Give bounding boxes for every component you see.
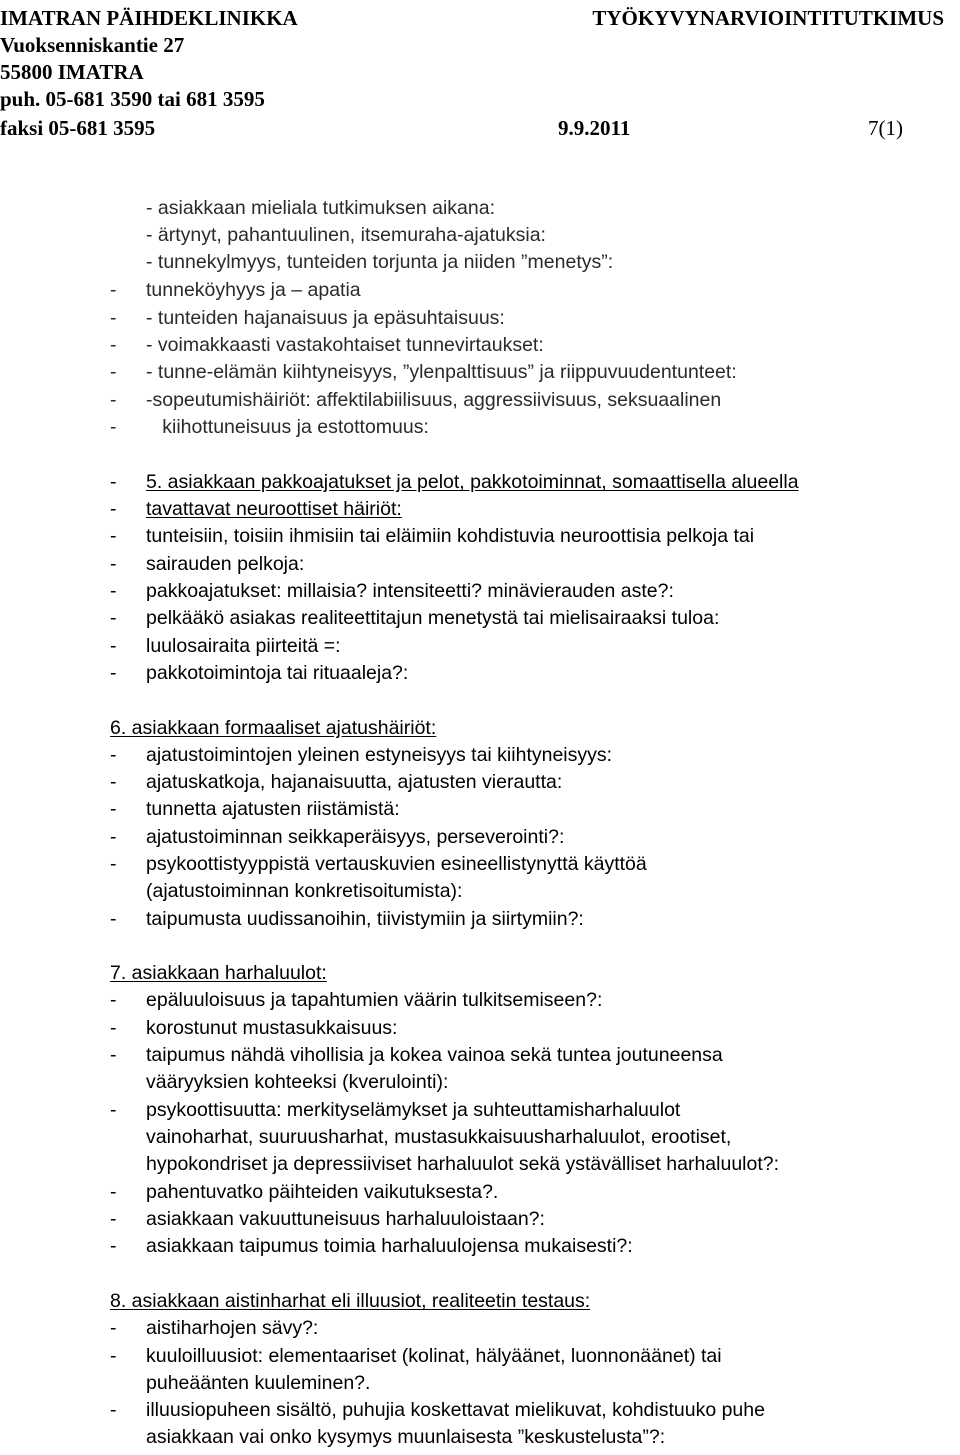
- item-text: - tunnekylmyys, tunteiden torjunta ja niiden ”menetys”:: [146, 251, 614, 273]
- list-dash: -: [110, 744, 117, 766]
- list-dash: -: [110, 498, 117, 520]
- list-dash: -: [110, 1345, 117, 1367]
- section-8-title: 8. asiakkaan aistinharhat eli illuusiot, realiteetin testaus:: [110, 1290, 591, 1312]
- item-text: tunnetta ajatusten riistämistä:: [146, 798, 400, 820]
- item-text: -sopeutumishäiriöt: affektilabiilisuus, aggressiivisuus, seksuaalinen: [146, 389, 722, 411]
- postal-address: 55800 IMATRA: [0, 60, 144, 84]
- item-text: asiakkaan taipumus toimia harhaluulojensa mukaisesti?:: [146, 1235, 633, 1257]
- item-text: tunteisiin, toisiin ihmisiin tai eläimiin kohdistuvia neuroottisia pelkoja tai: [146, 525, 755, 547]
- section-heading: [110, 716, 436, 740]
- section-7-title: 7. asiakkaan harhaluulot:: [110, 962, 327, 984]
- document-title: TYÖKYVYNARVIOINTITUTKIMUS: [592, 6, 944, 30]
- list-dash: -: [110, 1235, 117, 1257]
- document-date: 9.9.2011: [558, 116, 631, 140]
- item-text: taipumus nähdä vihollisia ja kokea vainoa sekä tuntea joutuneensa: [146, 1044, 723, 1066]
- item-text: korostunut mustasukkaisuus:: [146, 1017, 398, 1039]
- item-text: - tunne-elämän kiihtyneisyys, ”ylenpalttisuus” ja riippuvuudentunteet:: [146, 361, 737, 383]
- item-text: (ajatustoiminnan konkretisoitumista):: [146, 880, 463, 902]
- list-dash: -: [110, 662, 117, 684]
- item-text: sairauden pelkoja:: [146, 553, 305, 575]
- item-text: pahentuvatko päihteiden vaikutuksesta?.: [146, 1181, 499, 1203]
- section-6-title: 6. asiakkaan formaaliset ajatushäiriöt:: [110, 717, 437, 739]
- item-text: tunneköyhyys ja – apatia: [146, 279, 361, 301]
- item-text: asiakkaan vai onko kysymys muunlaisesta ”keskustelusta”?:: [146, 1426, 666, 1448]
- item-text: - asiakkaan mieliala tutkimuksen aikana:: [146, 197, 496, 219]
- item-text: kiihottuneisuus ja estottomuus:: [146, 416, 429, 438]
- item-text: puheäänten kuuleminen?.: [146, 1372, 371, 1394]
- item-text: ajatuskatkoja, hajanaisuutta, ajatusten vierautta:: [146, 771, 563, 793]
- list-dash: -: [110, 1099, 117, 1121]
- list-item-continuation: [146, 1152, 779, 1176]
- phone-number: puh. 05-681 3590 tai 681 3595: [0, 87, 265, 111]
- list-dash: -: [110, 1181, 117, 1203]
- list-dash: -: [110, 635, 117, 657]
- list-dash: -: [110, 771, 117, 793]
- item-text: - tunteiden hajanaisuus ja epäsuhtaisuus:: [146, 307, 505, 329]
- list-dash: -: [110, 853, 117, 875]
- item-text: epäluuloisuus ja tapahtumien väärin tulkitsemiseen?:: [146, 989, 603, 1011]
- list-dash: -: [110, 908, 117, 930]
- item-text: ajatustoimintojen yleinen estyneisyys tai kiihtyneisyys:: [146, 744, 613, 766]
- fax-number: faksi 05-681 3595: [0, 116, 156, 140]
- item-text: vääryyksien kohteeksi (kverulointi):: [146, 1071, 449, 1093]
- item-text: - voimakkaasti vastakohtaiset tunnevirtaukset:: [146, 334, 544, 356]
- list-dash: -: [110, 334, 117, 356]
- list-dash: -: [110, 279, 117, 301]
- list-dash: -: [110, 389, 117, 411]
- list-dash: -: [110, 1399, 117, 1421]
- section-5-title: 5. asiakkaan pakkoajatukset ja pelot, pakkotoiminnat, somaattisella alueella: [146, 471, 799, 493]
- section-heading: [110, 1289, 590, 1313]
- item-text: psykoottisuutta: merkityselämykset ja suhteuttamisharhaluulot: [146, 1099, 681, 1121]
- item-text: aistiharhojen sävy?:: [146, 1317, 319, 1339]
- list-dash: -: [110, 798, 117, 820]
- item-text: - ärtynyt, pahantuulinen, itsemuraha-ajatuksia:: [146, 224, 546, 246]
- list-dash: -: [110, 580, 117, 602]
- list-item-continuation: [146, 1070, 448, 1094]
- list-dash: -: [110, 361, 117, 383]
- section-heading: [110, 961, 327, 985]
- item-text: hypokondriset ja depressiiviset harhaluulot sekä ystävälliset harhaluulot?:: [146, 1153, 780, 1175]
- item-text: pelkääkö asiakas realiteettitajun menetystä tai mielisairaaksi tuloa:: [146, 607, 720, 629]
- item-text: taipumusta uudissanoihin, tiivistymiin ja siirtymiin?:: [146, 908, 584, 930]
- item-text: pakkoajatukset: millaisia? intensiteetti? minävierauden aste?:: [146, 580, 674, 602]
- page-number: 7(1): [868, 116, 903, 140]
- item-text: vainoharhat, suuruusharhat, mustasukkaisuusharhaluulot, erootiset,: [146, 1126, 732, 1148]
- item-text: kuuloilluusiot: elementaariset (kolinat, hälyäänet, luonnonäänet) tai: [146, 1345, 722, 1367]
- list-dash: -: [110, 1317, 117, 1339]
- item-text: asiakkaan vakuuttuneisuus harhaluuloistaan?:: [146, 1208, 545, 1230]
- list-item-continuation: [146, 1371, 370, 1395]
- list-dash: -: [110, 416, 117, 438]
- list-dash: -: [110, 607, 117, 629]
- list-dash: -: [110, 826, 117, 848]
- street-address: Vuoksenniskantie 27: [0, 33, 185, 57]
- list-dash: -: [110, 307, 117, 329]
- list-dash: -: [110, 525, 117, 547]
- list-item-continuation: [146, 1125, 731, 1149]
- list-dash: -: [110, 1208, 117, 1230]
- list-dash: -: [110, 471, 117, 493]
- section-5-title-cont: tavattavat neuroottiset häiriöt:: [146, 498, 402, 520]
- item-text: ajatustoiminnan seikkaperäisyys, perseverointi?:: [146, 826, 565, 848]
- list-dash: -: [110, 1044, 117, 1066]
- item-text: pakkotoimintoja tai rituaaleja?:: [146, 662, 409, 684]
- list-dash: -: [110, 553, 117, 575]
- list-dash: -: [110, 1017, 117, 1039]
- list-dash: -: [110, 989, 117, 1011]
- item-text: illuusiopuheen sisältö, puhujia koskettavat mielikuvat, kohdistuuko puhe: [146, 1399, 765, 1421]
- org-name: IMATRAN PÄIHDEKLINIKKA: [0, 6, 298, 30]
- list-item-continuation: [146, 1425, 665, 1449]
- item-text: psykoottistyyppistä vertauskuvien esineellistynyttä käyttöä: [146, 853, 647, 875]
- list-item-continuation: [146, 879, 462, 903]
- item-text: luulosairaita piirteitä =:: [146, 635, 341, 657]
